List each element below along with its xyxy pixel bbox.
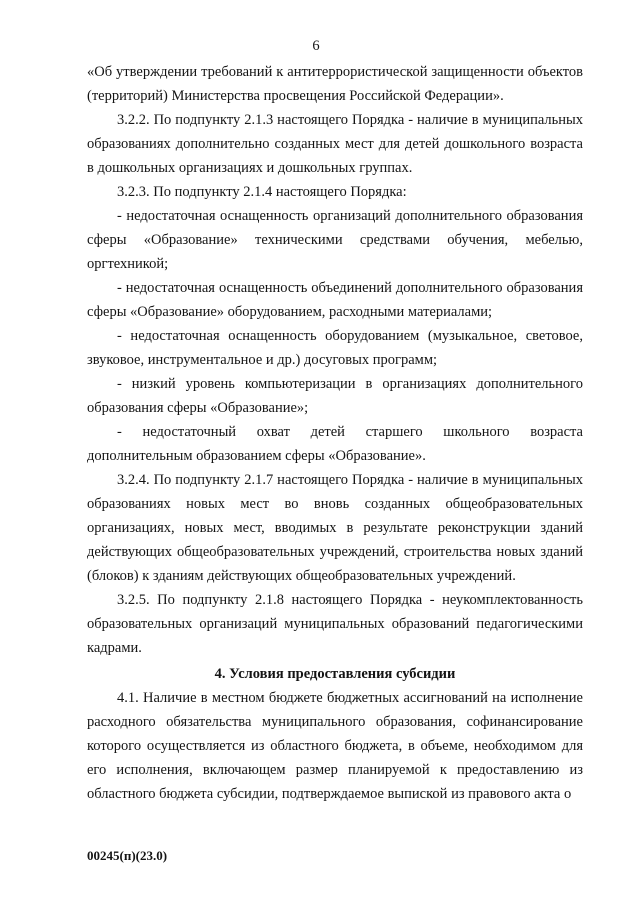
list-item: - недостаточная оснащенность объединений дополнительного образования сферы «Образование» оборудованием, расходными материалами; — [87, 280, 583, 320]
paragraph: 3.2.3. По подпункту 2.1.4 настоящего Порядка: — [117, 184, 407, 200]
list-item: - недостаточный охват детей старшего школьного возраста дополнительным образованием сферы «Образование». — [87, 424, 583, 464]
paragraph: «Об утверждении требований к антитеррористической защищенности объектов (территорий) Министерства просвещения Российской Федерации». — [87, 64, 583, 104]
list-item: - недостаточная оснащенность организаций дополнительного образования сферы «Образование» техническими средствами обучения, мебелью, оргтехникой; — [87, 208, 583, 272]
list-item: - недостаточная оснащенность оборудованием (музыкальное, световое, звуковое, инструментальное и др.) досуговых программ; — [87, 328, 583, 368]
paragraph: 3.2.5. По подпункту 2.1.8 настоящего Порядка - неукомплектованность образовательных организаций муниципальных образований педагогическими кадрами. — [87, 592, 583, 656]
document-body — [87, 60, 583, 806]
page-number: 6 — [312, 38, 320, 54]
paragraph: 4.1. Наличие в местном бюджете бюджетных ассигнований на исполнение расходного обязательства муниципального образования, софинансирование которого осуществляется из областного бюджета, в объеме, необходимом для его исполнения, включающем размер планируемой к предоставлению из областного бюджета субсидии, подтверждаемое выпиской из правового акта о — [87, 690, 583, 802]
list-item: - низкий уровень компьютеризации в организациях дополнительного образования сферы «Образование»; — [87, 376, 583, 416]
section-heading: 4. Условия предоставления субсидии — [214, 666, 456, 682]
paragraph: 3.2.2. По подпункту 2.1.3 настоящего Порядка - наличие в муниципальных образованиях дополнительно созданных мест для детей дошкольного возраста в дошкольных организациях и дошкольных группах. — [87, 112, 583, 176]
document-code: 00245(п)(23.0) — [87, 848, 168, 863]
paragraph: 3.2.4. По подпункту 2.1.7 настоящего Порядка - наличие в муниципальных образованиях новых мест во вновь созданных общеобразовательных организациях, новых мест, вводимых в результате реконструкции зданий действующих общеобразовательных учреждений, строительства новых зданий (блоков) к зданиям действующих общеобразовательных учреждений. — [87, 472, 583, 584]
